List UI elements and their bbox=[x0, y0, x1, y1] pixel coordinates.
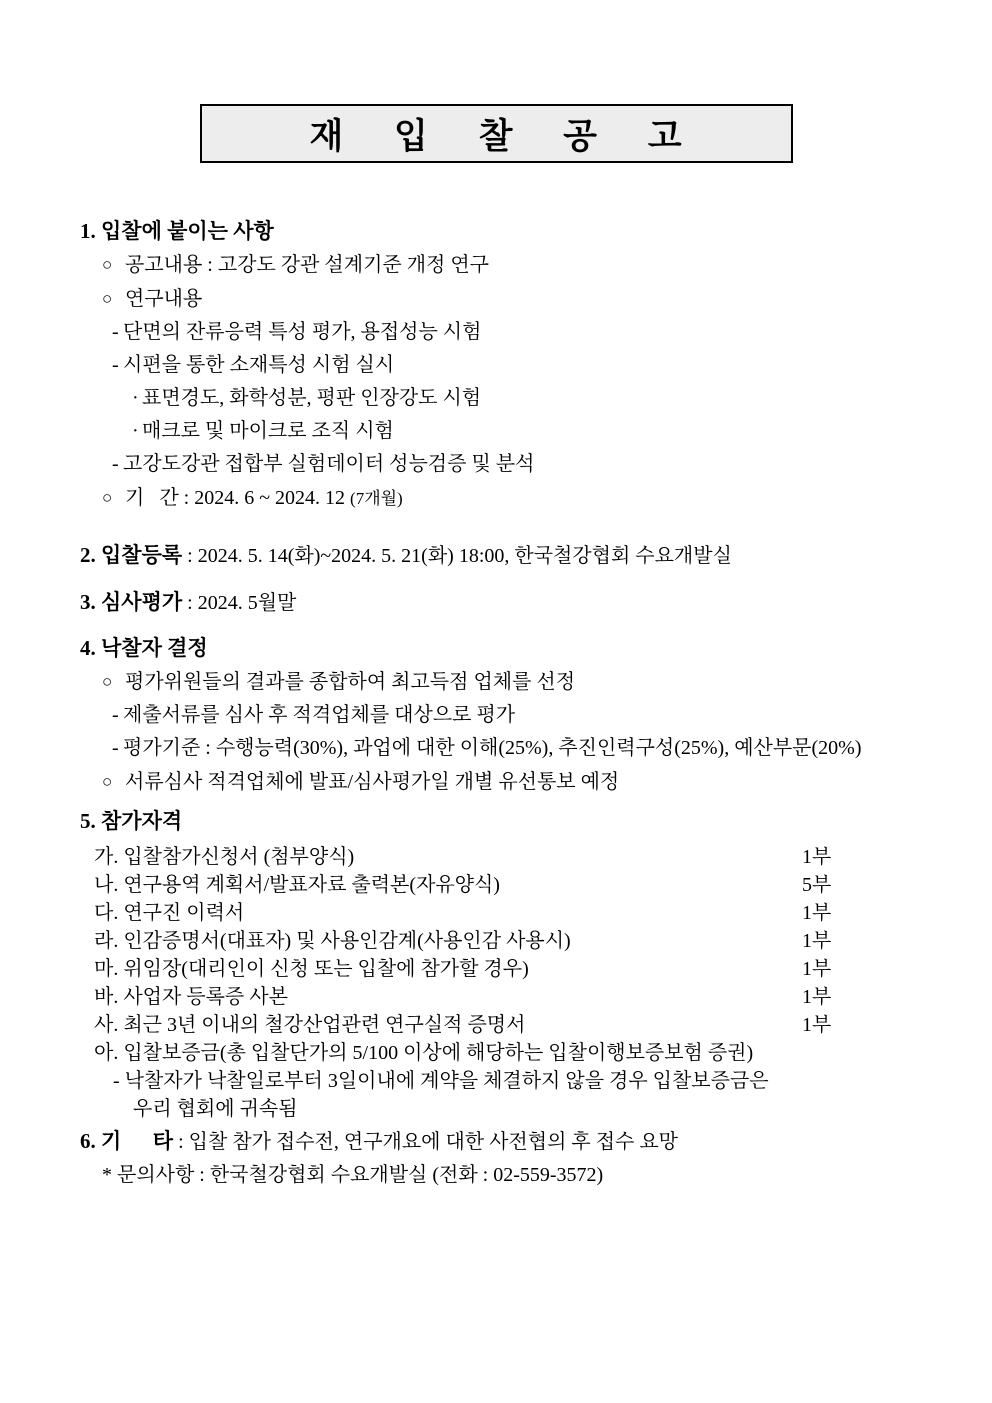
copy-count: 1부 bbox=[802, 986, 832, 1008]
item-text: 평가기준 : 수행능력(30%), 과업에 대한 이해(25%), 추진인력구성(25%), 예산부문(20%) bbox=[123, 737, 862, 759]
copy-count: 5부 bbox=[802, 874, 832, 896]
copy-count: 1부 bbox=[802, 902, 832, 924]
copy-count: 1부 bbox=[802, 958, 832, 980]
dash-bullet-icon: - bbox=[112, 321, 119, 343]
section-1-subsubitem bbox=[80, 382, 985, 415]
section-6-label: 6. 기 타 bbox=[80, 1129, 174, 1153]
section-6-misc bbox=[80, 1125, 985, 1159]
section-1-item-period bbox=[80, 481, 985, 515]
row-label: 사. bbox=[94, 1014, 119, 1036]
item-text: 제출서류를 심사 후 적격업체를 대상으로 평가 bbox=[123, 704, 516, 726]
row-label: 나. bbox=[94, 874, 119, 896]
item-text: 기 간 : 2024. 6 ~ 2024. 12 bbox=[125, 487, 351, 509]
copy-count: 1부 bbox=[802, 846, 832, 868]
section-4-item bbox=[80, 665, 985, 699]
item-text: 평가위원들의 결과를 종합하여 최고득점 업체를 선정 bbox=[125, 671, 576, 693]
row-label: 다. bbox=[94, 902, 119, 924]
row-text: 사업자 등록증 사본 bbox=[118, 986, 288, 1008]
section-4-subitem bbox=[80, 699, 985, 732]
section-6-text: : 입찰 참가 접수전, 연구개요에 대한 사전협의 후 접수 요망 bbox=[173, 1131, 678, 1153]
item-text: 시편을 통한 소재특성 시험 실시 bbox=[123, 354, 395, 376]
document-row-sa bbox=[80, 1011, 985, 1039]
document-row-ga bbox=[80, 843, 985, 871]
circle-bullet-icon: ○ bbox=[102, 772, 113, 791]
document-title-box bbox=[200, 104, 793, 163]
document-body bbox=[80, 215, 985, 1192]
section-1-subitem bbox=[80, 448, 985, 481]
section-1-heading: 1. 입찰에 붙이는 사항 bbox=[80, 219, 274, 243]
circle-bullet-icon: ○ bbox=[102, 255, 113, 274]
row-text: 연구용역 계획서/발표자료 출력본(자유양식) bbox=[118, 874, 500, 896]
section-4-item bbox=[80, 765, 985, 799]
contact-note bbox=[80, 1159, 985, 1192]
circle-bullet-icon: ○ bbox=[102, 488, 113, 507]
row-label: 마. bbox=[94, 958, 119, 980]
document-row-na bbox=[80, 871, 985, 899]
circle-bullet-icon: ○ bbox=[102, 289, 113, 308]
section-1-subitem bbox=[80, 349, 985, 382]
item-text: 표면경도, 화학성분, 평판 인장강도 시험 bbox=[142, 387, 482, 409]
item-text: 공고내용 : 고강도 강관 설계기준 개정 연구 bbox=[125, 254, 489, 276]
section-2-text: : 2024. 5. 14(화)~2024. 5. 21(화) 18:00, 한국철강협회 수요개발실 bbox=[182, 545, 732, 567]
row-text: 입찰참가신청서 (첨부양식) bbox=[118, 846, 355, 868]
row-label: 바. bbox=[94, 986, 119, 1008]
asterisk-icon: * bbox=[102, 1164, 112, 1186]
section-2-label: 2. 입찰등록 bbox=[80, 543, 183, 567]
document-row-a bbox=[80, 1039, 985, 1067]
section-1-subitem bbox=[80, 316, 985, 349]
row-text: 위임장(대리인이 신청 또는 입찰에 참가할 경우) bbox=[118, 958, 529, 980]
contact-text: 문의사항 : 한국철강협회 수요개발실 (전화 : 02-559-3572) bbox=[112, 1164, 604, 1186]
row-text: 인감증명서(대표자) 및 사용인감계(사용인감 사용시) bbox=[118, 930, 571, 952]
section-3-label: 3. 심사평가 bbox=[80, 590, 183, 614]
section-3-text: : 2024. 5월말 bbox=[182, 592, 297, 614]
row-label: 라. bbox=[94, 930, 119, 952]
document-row-da bbox=[80, 899, 985, 927]
dash-bullet-icon: - bbox=[112, 453, 119, 475]
dash-bullet-icon: - bbox=[112, 354, 119, 376]
dot-bullet-icon: · bbox=[132, 420, 139, 442]
row-text: 최근 3년 이내의 철강산업관련 연구실적 증명서 bbox=[118, 1014, 526, 1036]
document-row-ma bbox=[80, 955, 985, 983]
document-title: 재 입 찰 공 고 bbox=[309, 116, 684, 156]
section-1-subsubitem bbox=[80, 415, 985, 448]
section-1-item-research bbox=[80, 282, 985, 316]
section-5-document-list bbox=[80, 843, 985, 1123]
copy-count: 1부 bbox=[802, 930, 832, 952]
section-1-item-announcement bbox=[80, 248, 985, 282]
dash-bullet-icon: - bbox=[112, 737, 119, 759]
item-text: 고강도강관 접합부 실험데이터 성능검증 및 분석 bbox=[123, 453, 535, 475]
row-label: 아. bbox=[94, 1042, 119, 1064]
row-label: 가. bbox=[94, 846, 119, 868]
copy-count: 1부 bbox=[802, 1014, 832, 1036]
section-4-heading: 4. 낙찰자 결정 bbox=[80, 636, 208, 660]
circle-bullet-icon: ○ bbox=[102, 672, 113, 691]
section-2-bid-registration bbox=[80, 539, 985, 573]
dot-bullet-icon: · bbox=[132, 387, 139, 409]
item-text: 연구내용 bbox=[125, 288, 203, 310]
item-text: 단면의 잔류응력 특성 평가, 용접성능 시험 bbox=[123, 321, 482, 343]
deposit-forfeit-note-line-1: - 낙찰자가 낙찰일로부터 3일이내에 계약을 체결하지 않을 경우 입찰보증금은 bbox=[113, 1070, 769, 1092]
row-text: 연구진 이력서 bbox=[118, 902, 245, 924]
section-3-evaluation bbox=[80, 586, 985, 620]
item-text: 서류심사 적격업체에 발표/심사평가일 개별 유선통보 예정 bbox=[125, 771, 620, 793]
document-row-ra bbox=[80, 927, 985, 955]
row-text: 입찰보증금(총 입찰단가의 5/100 이상에 해당하는 입찰이행보증보험 증권) bbox=[118, 1042, 754, 1064]
period-duration: (7개월) bbox=[350, 489, 403, 508]
dash-bullet-icon: - bbox=[112, 704, 119, 726]
deposit-forfeit-note-line-2: 우리 협회에 귀속됨 bbox=[133, 1098, 298, 1120]
section-5-heading: 5. 참가자격 bbox=[80, 809, 183, 833]
section-4-subitem-criteria bbox=[80, 732, 985, 765]
document-row-ba bbox=[80, 983, 985, 1011]
item-text: 매크로 및 마이크로 조직 시험 bbox=[142, 420, 394, 442]
